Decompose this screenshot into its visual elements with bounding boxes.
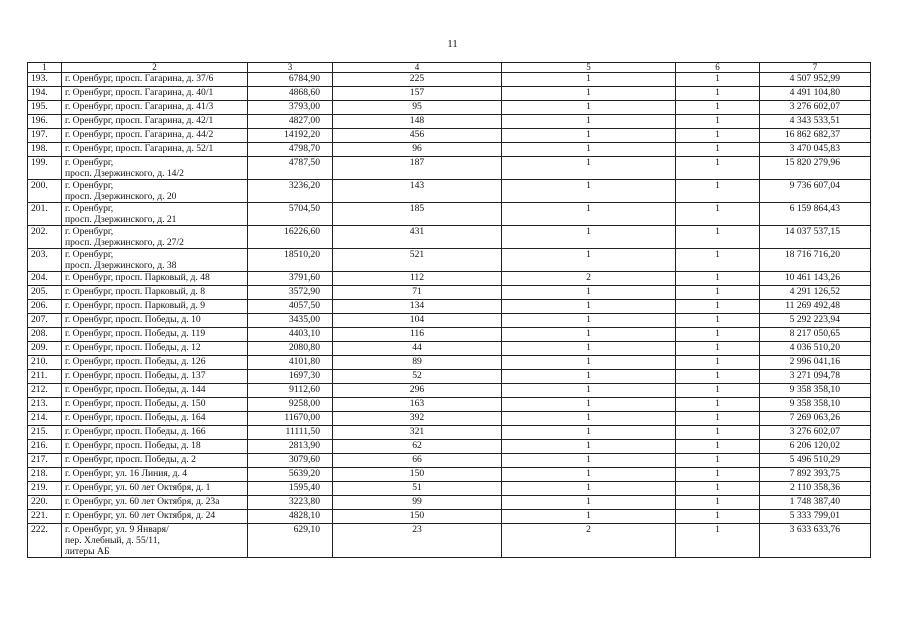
address-cell: г. Оренбург, просп. Дзержинского, д. 38: [62, 249, 248, 272]
column-5-cell: 1: [502, 398, 676, 412]
column-5-cell: 1: [502, 180, 676, 203]
address-cell: г. Оренбург, просп. Победы, д. 144: [62, 384, 248, 398]
table-row: [28, 143, 871, 157]
area-cell: 14192,20: [248, 129, 333, 143]
column-6-cell: 1: [676, 398, 760, 412]
cost-cell: 6 206 120,02: [760, 440, 871, 454]
residents-cell: 51: [333, 482, 502, 496]
residents-cell: 134: [333, 300, 502, 314]
area-cell: 5704,50: [248, 203, 333, 226]
area-cell: 1697,30: [248, 370, 333, 384]
table-row: [28, 73, 871, 87]
table-row: [28, 356, 871, 370]
area-cell: 4057,50: [248, 300, 333, 314]
column-6-cell: 1: [676, 510, 760, 524]
address-cell: г. Оренбург, просп. Дзержинского, д. 27/2: [62, 226, 248, 249]
column-5-cell: 1: [502, 87, 676, 101]
column-5-cell: 1: [502, 468, 676, 482]
area-cell: 4827,00: [248, 115, 333, 129]
cost-cell: 18 716 716,20: [760, 249, 871, 272]
address-cell: г. Оренбург, просп. Гагарина, д. 40/1: [62, 87, 248, 101]
row-number-cell: 216.: [28, 440, 62, 454]
table-row: [28, 342, 871, 356]
column-6-cell: 1: [676, 87, 760, 101]
cost-cell: 9 358 358,10: [760, 398, 871, 412]
column-5-cell: 1: [502, 249, 676, 272]
area-cell: 629,10: [248, 524, 333, 558]
address-cell: г. Оренбург, просп. Парковый, д. 8: [62, 286, 248, 300]
row-number-cell: 194.: [28, 87, 62, 101]
column-5-cell: 1: [502, 384, 676, 398]
column-6-cell: 1: [676, 426, 760, 440]
residents-cell: 185: [333, 203, 502, 226]
column-6-cell: 1: [676, 143, 760, 157]
residents-cell: 143: [333, 180, 502, 203]
address-cell: г. Оренбург, просп. Победы, д. 164: [62, 412, 248, 426]
area-cell: 11111,50: [248, 426, 333, 440]
column-5-cell: 1: [502, 226, 676, 249]
table-row: [28, 524, 871, 558]
address-cell: г. Оренбург, ул. 9 Января/ пер. Хлебный, д. 55/11, литеры АБ: [62, 524, 248, 558]
column-5-cell: 2: [502, 272, 676, 286]
cost-cell: 8 217 050,65: [760, 328, 871, 342]
address-cell: г. Оренбург, просп. Победы, д. 12: [62, 342, 248, 356]
column-6-cell: 1: [676, 180, 760, 203]
address-cell: г. Оренбург, ул. 60 лет Октября, д. 24: [62, 510, 248, 524]
table-row: [28, 87, 871, 101]
address-cell: г. Оренбург, просп. Победы, д. 166: [62, 426, 248, 440]
column-header: 4: [333, 63, 502, 73]
address-cell: г. Оренбург, просп. Победы, д. 119: [62, 328, 248, 342]
column-6-cell: 1: [676, 384, 760, 398]
cost-cell: 4 291 126,52: [760, 286, 871, 300]
buildings-table: [27, 62, 871, 558]
area-cell: 2813,90: [248, 440, 333, 454]
cost-cell: 3 276 602,07: [760, 426, 871, 440]
column-5-cell: 2: [502, 524, 676, 558]
cost-cell: 6 159 864,43: [760, 203, 871, 226]
column-5-cell: 1: [502, 115, 676, 129]
column-6-cell: 1: [676, 272, 760, 286]
row-number-cell: 214.: [28, 412, 62, 426]
area-cell: 9258,00: [248, 398, 333, 412]
column-5-cell: 1: [502, 482, 676, 496]
column-6-cell: 1: [676, 342, 760, 356]
address-cell: г. Оренбург, ул. 60 лет Октября, д. 23а: [62, 496, 248, 510]
area-cell: 16226,60: [248, 226, 333, 249]
column-5-cell: 1: [502, 454, 676, 468]
column-6-cell: 1: [676, 440, 760, 454]
address-cell: г. Оренбург, просп. Дзержинского, д. 14/2: [62, 157, 248, 180]
column-6-cell: 1: [676, 468, 760, 482]
column-6-cell: 1: [676, 249, 760, 272]
address-cell: г. Оренбург, просп. Гагарина, д. 41/3: [62, 101, 248, 115]
column-5-cell: 1: [502, 356, 676, 370]
table-row: [28, 226, 871, 249]
row-number-cell: 196.: [28, 115, 62, 129]
cost-cell: 2 996 041,16: [760, 356, 871, 370]
table-row: [28, 384, 871, 398]
row-number-cell: 197.: [28, 129, 62, 143]
residents-cell: 44: [333, 342, 502, 356]
residents-cell: 521: [333, 249, 502, 272]
address-cell: г. Оренбург, просп. Гагарина, д. 44/2: [62, 129, 248, 143]
address-cell: г. Оренбург, просп. Победы, д. 18: [62, 440, 248, 454]
row-number-cell: 221.: [28, 510, 62, 524]
area-cell: 4798,70: [248, 143, 333, 157]
row-number-cell: 217.: [28, 454, 62, 468]
residents-cell: 96: [333, 143, 502, 157]
cost-cell: 3 470 045,83: [760, 143, 871, 157]
residents-cell: 148: [333, 115, 502, 129]
address-cell: г. Оренбург, просп. Победы, д. 126: [62, 356, 248, 370]
column-6-cell: 1: [676, 226, 760, 249]
column-5-cell: 1: [502, 73, 676, 87]
address-cell: г. Оренбург, просп. Дзержинского, д. 20: [62, 180, 248, 203]
table-row: [28, 203, 871, 226]
table-row: [28, 115, 871, 129]
residents-cell: 62: [333, 440, 502, 454]
row-number-cell: 200.: [28, 180, 62, 203]
area-cell: 3793,00: [248, 101, 333, 115]
area-cell: 3223,80: [248, 496, 333, 510]
column-6-cell: 1: [676, 496, 760, 510]
cost-cell: 1 748 387,40: [760, 496, 871, 510]
row-number-cell: 215.: [28, 426, 62, 440]
address-cell: г. Оренбург, ул. 16 Линия, д. 4: [62, 468, 248, 482]
row-number-cell: 206.: [28, 300, 62, 314]
column-header: 5: [502, 63, 676, 73]
area-cell: 9112,60: [248, 384, 333, 398]
address-cell: г. Оренбург, просп. Гагарина, д. 42/1: [62, 115, 248, 129]
row-number-cell: 195.: [28, 101, 62, 115]
table-row: [28, 272, 871, 286]
column-5-cell: 1: [502, 440, 676, 454]
column-5-cell: 1: [502, 370, 676, 384]
residents-cell: 431: [333, 226, 502, 249]
residents-cell: 89: [333, 356, 502, 370]
area-cell: 3572,90: [248, 286, 333, 300]
table-row: [28, 510, 871, 524]
column-6-cell: 1: [676, 101, 760, 115]
residents-cell: 150: [333, 510, 502, 524]
table-row: [28, 157, 871, 180]
table-row: [28, 300, 871, 314]
column-6-cell: 1: [676, 454, 760, 468]
column-6-cell: 1: [676, 314, 760, 328]
residents-cell: 104: [333, 314, 502, 328]
cost-cell: 7 269 063,26: [760, 412, 871, 426]
column-6-cell: 1: [676, 370, 760, 384]
residents-cell: 95: [333, 101, 502, 115]
cost-cell: 7 892 393,75: [760, 468, 871, 482]
table-row: [28, 426, 871, 440]
area-cell: 1595,40: [248, 482, 333, 496]
column-6-cell: 1: [676, 328, 760, 342]
cost-cell: 5 496 510,29: [760, 454, 871, 468]
table-row: [28, 101, 871, 115]
address-cell: г. Оренбург, просп. Победы, д. 10: [62, 314, 248, 328]
column-header: 3: [248, 63, 333, 73]
row-number-cell: 207.: [28, 314, 62, 328]
table-row: [28, 370, 871, 384]
table-row: [28, 286, 871, 300]
table-row: [28, 249, 871, 272]
row-number-cell: 202.: [28, 226, 62, 249]
residents-cell: 66: [333, 454, 502, 468]
table-row: [28, 496, 871, 510]
address-cell: г. Оренбург, ул. 60 лет Октября, д. 1: [62, 482, 248, 496]
column-5-cell: 1: [502, 426, 676, 440]
column-header: 1: [28, 63, 62, 73]
address-cell: г. Оренбург, просп. Гагарина, д. 52/1: [62, 143, 248, 157]
cost-cell: 14 037 537,15: [760, 226, 871, 249]
row-number-cell: 210.: [28, 356, 62, 370]
header-row: [28, 63, 871, 73]
cost-cell: 16 862 682,37: [760, 129, 871, 143]
residents-cell: 456: [333, 129, 502, 143]
column-5-cell: 1: [502, 412, 676, 426]
column-6-cell: 1: [676, 129, 760, 143]
cost-cell: 3 276 602,07: [760, 101, 871, 115]
row-number-cell: 208.: [28, 328, 62, 342]
address-cell: г. Оренбург, просп. Парковый, д. 48: [62, 272, 248, 286]
table-row: [28, 328, 871, 342]
row-number-cell: 193.: [28, 73, 62, 87]
column-6-cell: 1: [676, 73, 760, 87]
column-header: 6: [676, 63, 760, 73]
column-5-cell: 1: [502, 203, 676, 226]
cost-cell: 9 736 607,04: [760, 180, 871, 203]
column-6-cell: 1: [676, 286, 760, 300]
area-cell: 3079,60: [248, 454, 333, 468]
column-5-cell: 1: [502, 496, 676, 510]
address-cell: г. Оренбург, просп. Победы, д. 2: [62, 454, 248, 468]
column-5-cell: 1: [502, 129, 676, 143]
area-cell: 3791,60: [248, 272, 333, 286]
residents-cell: 150: [333, 468, 502, 482]
residents-cell: 225: [333, 73, 502, 87]
row-number-cell: 201.: [28, 203, 62, 226]
cost-cell: 5 333 799,01: [760, 510, 871, 524]
residents-cell: 157: [333, 87, 502, 101]
address-cell: г. Оренбург, просп. Дзержинского, д. 21: [62, 203, 248, 226]
column-6-cell: 1: [676, 115, 760, 129]
row-number-cell: 218.: [28, 468, 62, 482]
cost-cell: 5 292 223,94: [760, 314, 871, 328]
table-row: [28, 129, 871, 143]
column-6-cell: 1: [676, 356, 760, 370]
row-number-cell: 204.: [28, 272, 62, 286]
column-6-cell: 1: [676, 300, 760, 314]
row-number-cell: 222.: [28, 524, 62, 558]
residents-cell: 163: [333, 398, 502, 412]
column-5-cell: 1: [502, 314, 676, 328]
residents-cell: 296: [333, 384, 502, 398]
area-cell: 4828,10: [248, 510, 333, 524]
area-cell: 2080,80: [248, 342, 333, 356]
column-header: 7: [760, 63, 871, 73]
address-cell: г. Оренбург, просп. Гагарина, д. 37/6: [62, 73, 248, 87]
row-number-cell: 209.: [28, 342, 62, 356]
cost-cell: 10 461 143,26: [760, 272, 871, 286]
row-number-cell: 211.: [28, 370, 62, 384]
residents-cell: 52: [333, 370, 502, 384]
area-cell: 3236,20: [248, 180, 333, 203]
area-cell: 4403,10: [248, 328, 333, 342]
table-row: [28, 440, 871, 454]
column-5-cell: 1: [502, 157, 676, 180]
cost-cell: 3 271 094,78: [760, 370, 871, 384]
column-6-cell: 1: [676, 203, 760, 226]
table-row: [28, 398, 871, 412]
table-row: [28, 482, 871, 496]
table-row: [28, 412, 871, 426]
column-6-cell: 1: [676, 412, 760, 426]
row-number-cell: 203.: [28, 249, 62, 272]
column-6-cell: 1: [676, 482, 760, 496]
column-5-cell: 1: [502, 328, 676, 342]
column-5-cell: 1: [502, 342, 676, 356]
row-number-cell: 198.: [28, 143, 62, 157]
residents-cell: 71: [333, 286, 502, 300]
table-row: [28, 314, 871, 328]
cost-cell: 11 269 492,48: [760, 300, 871, 314]
area-cell: 4868,60: [248, 87, 333, 101]
row-number-cell: 219.: [28, 482, 62, 496]
column-5-cell: 1: [502, 510, 676, 524]
area-cell: 3435,00: [248, 314, 333, 328]
residents-cell: 321: [333, 426, 502, 440]
cost-cell: 9 358 358,10: [760, 384, 871, 398]
column-6-cell: 1: [676, 524, 760, 558]
area-cell: 18510,20: [248, 249, 333, 272]
row-number-cell: 220.: [28, 496, 62, 510]
column-header: 2: [62, 63, 248, 73]
cost-cell: 2 110 358,36: [760, 482, 871, 496]
cost-cell: 4 491 104,80: [760, 87, 871, 101]
column-5-cell: 1: [502, 300, 676, 314]
row-number-cell: 213.: [28, 398, 62, 412]
page-number: 11: [447, 38, 458, 50]
cost-cell: 3 633 633,76: [760, 524, 871, 558]
residents-cell: 187: [333, 157, 502, 180]
area-cell: 4101,80: [248, 356, 333, 370]
address-cell: г. Оренбург, просп. Парковый, д. 9: [62, 300, 248, 314]
residents-cell: 392: [333, 412, 502, 426]
cost-cell: 4 036 510,20: [760, 342, 871, 356]
area-cell: 11670,00: [248, 412, 333, 426]
table-row: [28, 454, 871, 468]
residents-cell: 23: [333, 524, 502, 558]
residents-cell: 116: [333, 328, 502, 342]
column-5-cell: 1: [502, 143, 676, 157]
cost-cell: 15 820 279,96: [760, 157, 871, 180]
area-cell: 5639,20: [248, 468, 333, 482]
row-number-cell: 199.: [28, 157, 62, 180]
row-number-cell: 212.: [28, 384, 62, 398]
row-number-cell: 205.: [28, 286, 62, 300]
address-cell: г. Оренбург, просп. Победы, д. 137: [62, 370, 248, 384]
area-cell: 6784,90: [248, 73, 333, 87]
area-cell: 4787,50: [248, 157, 333, 180]
residents-cell: 99: [333, 496, 502, 510]
column-5-cell: 1: [502, 101, 676, 115]
table-row: [28, 468, 871, 482]
cost-cell: 4 343 533,51: [760, 115, 871, 129]
table-row: [28, 180, 871, 203]
column-6-cell: 1: [676, 157, 760, 180]
residents-cell: 112: [333, 272, 502, 286]
cost-cell: 4 507 952,99: [760, 73, 871, 87]
column-5-cell: 1: [502, 286, 676, 300]
address-cell: г. Оренбург, просп. Победы, д. 150: [62, 398, 248, 412]
